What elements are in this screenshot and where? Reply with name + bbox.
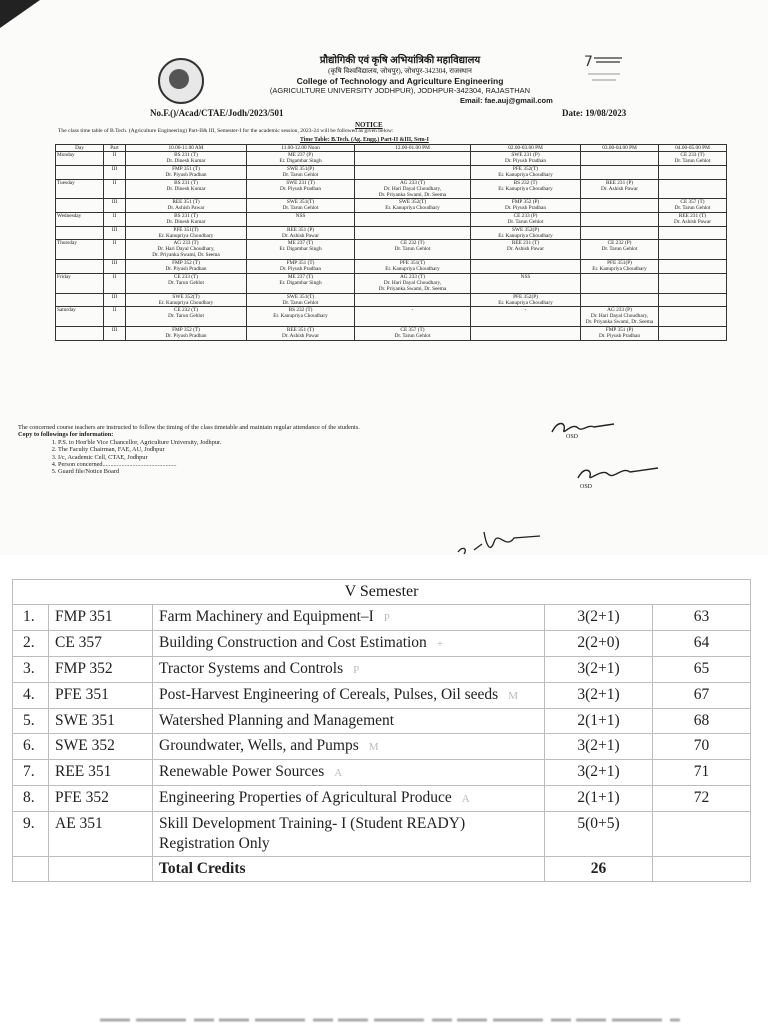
course-code-text: FMP 352: [55, 660, 113, 677]
timetable-row: [56, 273, 727, 293]
pencil-mark: P: [353, 664, 360, 676]
class-cell: REE 231 (T) Dr. Ashish Pawar: [471, 240, 581, 260]
course-number-text: 7.: [23, 763, 35, 780]
course-page: [653, 812, 751, 857]
course-row: [13, 683, 751, 709]
course-page-text: 68: [693, 712, 710, 729]
part-cell: II: [104, 240, 126, 260]
class-cell: CE 232 (T) Dr. Tarun Gehlot: [355, 240, 471, 260]
day-cell: Friday: [56, 273, 104, 293]
course-name: [153, 631, 545, 657]
course-code: [49, 812, 153, 857]
course-name: [153, 683, 545, 709]
course-name: [153, 709, 545, 734]
part-cell: II: [104, 179, 126, 199]
part-cell: III: [104, 166, 126, 179]
course-row: [13, 605, 751, 631]
class-cell: SWE 351(T) Dr. Tarun Gehlot: [247, 293, 355, 306]
course-credits-text: 3(2+1): [577, 660, 620, 677]
course-page-text: 65: [693, 660, 710, 677]
timetable-row: [56, 199, 727, 213]
course-row: [13, 657, 751, 683]
page-corner: [0, 0, 40, 28]
course-page: [653, 760, 751, 786]
course-credits-text: 3(2+1): [577, 686, 620, 703]
course-number: [13, 631, 49, 657]
course-page: [653, 709, 751, 734]
course-code-text: REE 351: [55, 763, 112, 780]
course-code-text: AE 351: [55, 815, 103, 832]
pencil-mark: M: [508, 690, 518, 702]
class-cell: [581, 213, 659, 226]
course-row: [13, 709, 751, 734]
course-number: [13, 657, 49, 683]
day-cell: [56, 166, 104, 179]
part-cell: II: [104, 152, 126, 166]
class-cell: PFE 352(P) Er. Kanupriya Choudhary: [471, 293, 581, 306]
course-name-text: Building Construction and Cost Estimation: [159, 634, 427, 651]
total-credits: 26: [545, 857, 653, 882]
part-cell: II: [104, 273, 126, 293]
class-cell: -: [471, 307, 581, 327]
course-name-text: Watershed Planning and Management: [159, 712, 395, 729]
day-cell: Saturday: [56, 307, 104, 327]
copy-list: [18, 439, 360, 476]
copy-list-item: 2. The Faculty Chairman, FAE, AU, Jodhpur: [58, 446, 360, 453]
class-cell: REE 351 (T) Dr. Ashish Pawar: [126, 199, 247, 213]
class-cell: SWE 231 (T) Dr. Piyush Pradhan: [247, 179, 355, 199]
day-cell: [56, 327, 104, 341]
class-cell: SWE 351(T) Dr. Tarun Gehlot: [247, 199, 355, 213]
class-cell: [581, 273, 659, 293]
hindi-subtitle: (कृषि विश्वविद्यालय, जोधपुर), जोधपुर-342304, राजस्थान: [328, 67, 472, 75]
timetable-row: [56, 152, 727, 166]
timetable-header-cell: 04.00-05.00 PM: [659, 145, 727, 152]
class-cell: REE 231 (T) Dr. Ashish Pawar: [659, 213, 727, 226]
course-number-text: 4.: [23, 686, 35, 703]
class-cell: [659, 240, 727, 260]
class-cell: SWE 352(T) Er. Kanupriya Choudhary: [126, 293, 247, 306]
class-cell: [581, 152, 659, 166]
class-cell: SWE 352(P) Er. Kanupriya Choudhary: [471, 226, 581, 239]
course-credits: [545, 760, 653, 786]
part-cell: III: [104, 293, 126, 306]
copy-to-heading: Copy to followings for information:: [18, 431, 114, 439]
university-line: (AGRICULTURE UNIVERSITY JODHPUR), JODHPUR-342304, RAJASTHAN: [269, 86, 531, 95]
course-code: [49, 683, 153, 709]
course-name-text: Renewable Power Sources: [159, 763, 325, 780]
class-cell: [581, 166, 659, 179]
pencil-mark: M: [368, 741, 379, 753]
part-cell: III: [104, 259, 126, 273]
class-cell: FMP 351 (P) Dr. Piyush Pradhan: [581, 327, 659, 341]
course-name: [153, 657, 545, 683]
class-cell: CE 233 (P) Dr. Tarun Gehlot: [471, 213, 581, 226]
total-row: [13, 857, 751, 882]
timetable-row: [56, 259, 727, 273]
class-cell: CE 232 (T) Dr. Tarun Gehlot: [126, 307, 247, 327]
class-cell: CE 232 (P) Dr. Tarun Gehlot: [581, 240, 659, 260]
class-cell: BS 231 (T) Dr. Dinesh Kumar: [126, 179, 247, 199]
class-cell: [659, 273, 727, 293]
day-cell: Thursday: [56, 240, 104, 260]
course-number-text: 9.: [23, 815, 35, 832]
class-cell: [659, 327, 727, 341]
timetable-header-cell: 02.00-03.00 PM: [471, 145, 581, 152]
class-cell: AG 233 (T) Dr. Hari Dayal Choudhary, Dr. Priyanka Swami, Dr. Seema: [355, 179, 471, 199]
course-name-text: Groundwater, Wells, and Pumps: [159, 737, 359, 754]
class-cell: [581, 199, 659, 213]
course-number: [13, 734, 49, 760]
class-cell: SWE 231 (P) Dr. Piyush Pradhan: [471, 152, 581, 166]
timetable-header-cell: 10.00-11.00 AM: [126, 145, 247, 152]
timetable-header-cell: 03.00-04.00 PM: [581, 145, 659, 152]
course-page: [653, 631, 751, 657]
class-cell: CE 233 (T) Dr. Tarun Gehlot: [659, 152, 727, 166]
cutoff-text-line: [100, 1012, 680, 1024]
class-cell: SWE 351(P) Dr. Tarun Gehlot: [247, 166, 355, 179]
class-cell: PFE 351(T) Er. Kanupriya Choudhary: [126, 226, 247, 239]
course-number-text: 5.: [23, 712, 35, 729]
class-cell: PFE 352(T) Er. Kanupriya Choudhary: [471, 166, 581, 179]
class-cell: [659, 166, 727, 179]
osd-label-1: OSD: [566, 434, 579, 440]
course-credits: [545, 683, 653, 709]
class-cell: [355, 293, 471, 306]
class-cell: REE 231 (P) Dr. Ashish Pawar: [581, 179, 659, 199]
course-code-text: SWE 352: [55, 737, 115, 754]
course-row: [13, 760, 751, 786]
course-number-text: 8.: [23, 789, 35, 806]
course-page: [653, 734, 751, 760]
class-cell: CE 233 (T) Dr. Tarun Gehlot: [126, 273, 247, 293]
signature-1: [548, 418, 618, 440]
class-cell: ME 237 (T) Er. Digambar Singh: [247, 273, 355, 293]
course-code: [49, 605, 153, 631]
timetable-row: [56, 179, 727, 199]
pencil-mark: A: [461, 793, 470, 805]
class-cell: REE 351 (P) Dr. Ashish Pawar: [247, 226, 355, 239]
course-page-text: 67: [693, 686, 710, 703]
class-cell: -: [355, 307, 471, 327]
course-number: [13, 683, 49, 709]
course-credits: [545, 812, 653, 857]
class-cell: [659, 293, 727, 306]
course-row: [13, 631, 751, 657]
course-code: [49, 657, 153, 683]
class-cell: CE 357 (T) Dr. Tarun Gehlot: [355, 327, 471, 341]
course-code: [49, 786, 153, 812]
day-cell: [56, 259, 104, 273]
course-credits: [545, 605, 653, 631]
class-cell: [659, 307, 727, 327]
timetable-header-cell: 12.00-01.00 PM: [355, 145, 471, 152]
part-cell: III: [104, 327, 126, 341]
timetable-header-cell: Part: [104, 145, 126, 152]
course-row: [13, 734, 751, 760]
university-logo: [158, 58, 204, 104]
course-credits: [545, 786, 653, 812]
part-cell: II: [104, 213, 126, 226]
class-cell: [355, 213, 471, 226]
class-cell: FMP 351 (T) Dr. Piyush Pradhan: [126, 166, 247, 179]
class-cell: ME 237 (T) Er. Digambar Singh: [247, 240, 355, 260]
azadi-ka-amrit-mahotsav-logo: [582, 52, 626, 86]
course-name: [153, 812, 545, 857]
course-code-text: SWE 351: [55, 712, 115, 729]
part-cell: II: [104, 307, 126, 327]
course-name-text: Engineering Properties of Agricultural Produce: [159, 789, 452, 806]
college-name: College of Technology and Agriculture Engineering: [296, 76, 504, 86]
semester-credits-table: [12, 579, 751, 882]
timetable-row: [56, 327, 727, 341]
day-cell: Tuesday: [56, 179, 104, 199]
course-page: [653, 657, 751, 683]
class-cell: [581, 226, 659, 239]
timetable: [55, 144, 727, 341]
class-cell: BS 231 (T) Dr. Dinesh Kumar: [126, 152, 247, 166]
class-cell: [471, 259, 581, 273]
class-cell: BS 232 (T) Er. Kanupriya Choudhary: [471, 179, 581, 199]
course-name-text: Post-Harvest Engineering of Cereals, Pulses, Oil seeds: [159, 686, 499, 703]
course-number-text: 6.: [23, 737, 35, 754]
part-cell: III: [104, 226, 126, 239]
course-name: [153, 786, 545, 812]
course-row: [13, 812, 751, 857]
class-cell: FMP 352 (T) Dr. Piyush Pradhan: [126, 259, 247, 273]
course-number: [13, 786, 49, 812]
day-cell: Wednesday: [56, 213, 104, 226]
course-credits-text: 2(1+1): [577, 712, 620, 729]
course-number: [13, 760, 49, 786]
course-code-text: CE 357: [55, 634, 102, 651]
email: Email: fae.auj@gmail.com: [460, 96, 553, 105]
course-page-text: 72: [693, 789, 710, 806]
timetable-row: [56, 307, 727, 327]
timetable-header-row: [56, 145, 727, 152]
day-cell: [56, 226, 104, 239]
course-row: [13, 786, 751, 812]
class-cell: [355, 152, 471, 166]
timetable-row: [56, 240, 727, 260]
course-page-text: 70: [693, 737, 710, 754]
timetable-row: [56, 166, 727, 179]
course-code: [49, 734, 153, 760]
course-name: [153, 605, 545, 631]
course-code: [49, 760, 153, 786]
copy-list-item: 3. I/c, Academic Cell, CTAE, Jodhpur: [58, 454, 360, 461]
class-cell: NSS: [471, 273, 581, 293]
course-page: [653, 683, 751, 709]
course-page: [653, 786, 751, 812]
course-credits: [545, 631, 653, 657]
instruction-text: The concerned course teachers are instructed to follow the timing of the class timetable and maintain regular attendance of the students.: [18, 424, 360, 431]
course-code: [49, 631, 153, 657]
day-cell: [56, 293, 104, 306]
semester-title: V Semester: [13, 580, 751, 605]
pencil-mark: +: [436, 638, 444, 650]
course-code: [49, 709, 153, 734]
class-cell: [581, 293, 659, 306]
course-number-text: 2.: [23, 634, 35, 651]
class-cell: [659, 259, 727, 273]
class-cell: BS 231 (T) Dr. Dinesh Kumar: [126, 213, 247, 226]
course-name: [153, 760, 545, 786]
course-number: [13, 605, 49, 631]
class-cell: NSS: [247, 213, 355, 226]
part-cell: III: [104, 199, 126, 213]
class-cell: REE 351 (T) Dr. Ashish Pawar: [247, 327, 355, 341]
course-code-text: FMP 351: [55, 608, 113, 625]
pencil-mark: A: [334, 767, 343, 779]
course-number-text: 3.: [23, 660, 35, 677]
course-credits-text: 3(2+1): [577, 737, 620, 754]
course-number: [13, 812, 49, 857]
course-page: [653, 605, 751, 631]
course-name-text: Skill Development Training- I (Student READY) Registration Only: [159, 815, 466, 852]
class-cell: FMP 351 (T) Dr. Piyush Pradhan: [247, 259, 355, 273]
notice-intro: The class time table of B.Tech. (Agriculture Engineering) Part-II& III, Semester-I for the academic session, 2023-24 will be followed as given below:: [58, 128, 394, 134]
hindi-title: प्रौद्योगिकी एवं कृषि अभियांत्रिकी महाविद्यालय: [319, 55, 481, 66]
class-cell: PFE 351(T) Er. Kanupriya Choudhary: [355, 259, 471, 273]
copy-list-item: 1. P.S. to Hon'ble Vice Chancellor, Agriculture University, Jodhpur.: [58, 439, 360, 446]
osd-label-2: OSD: [580, 484, 593, 490]
copy-list-item: 5. Guard file/Notice Board: [58, 468, 360, 475]
copy-list-item: 4. Person concerned...............................................: [58, 461, 360, 468]
class-cell: [355, 166, 471, 179]
timetable-row: [56, 213, 727, 226]
class-cell: FMP 352 (P) Dr. Piyush Pradhan: [471, 199, 581, 213]
course-page-text: 64: [693, 634, 710, 651]
course-name-text: Tractor Systems and Controls: [159, 660, 344, 677]
class-cell: AG 233 (T) Dr. Hari Dayal Choudhary, Dr. Priyanka Swami, Dr. Seema: [126, 240, 247, 260]
course-credits: [545, 709, 653, 734]
svg-text:7: 7: [584, 54, 593, 70]
class-cell: SWE 352(T) Er. Kanupriya Choudhary: [355, 199, 471, 213]
timetable-row: [56, 226, 727, 239]
course-credits-text: 3(2+1): [577, 763, 620, 780]
pencil-mark: P: [383, 612, 390, 624]
course-name-text: Farm Machinery and Equipment–I: [159, 608, 374, 625]
class-cell: [471, 327, 581, 341]
course-page-text: 63: [693, 608, 710, 625]
class-cell: [659, 226, 727, 239]
day-cell: [56, 199, 104, 213]
course-credits-text: 5(0+5): [577, 815, 620, 832]
reference-number: No.F.()/Acad/CTAE/Jodh/2023/501: [150, 108, 284, 118]
class-cell: ME 237 (P) Er. Digambar Singh: [247, 152, 355, 166]
course-credits: [545, 657, 653, 683]
college-header: [250, 56, 550, 96]
notice-date: Date: 19/08/2023: [562, 108, 627, 118]
course-name: [153, 734, 545, 760]
course-page-text: 71: [693, 763, 710, 780]
course-credits-text: 2(2+0): [577, 634, 620, 651]
course-credits-text: 3(2+1): [577, 608, 620, 625]
timetable-row: [56, 293, 727, 306]
course-code-text: PFE 352: [55, 789, 109, 806]
timetable-header-cell: Day: [56, 145, 104, 152]
course-credits: [545, 734, 653, 760]
course-number: [13, 709, 49, 734]
course-code-text: PFE 351: [55, 686, 109, 703]
class-cell: BS 232 (T) Er. Kanupriya Choudhary: [247, 307, 355, 327]
day-cell: Monday: [56, 152, 104, 166]
class-cell: CE 357 (T) Dr. Tarun Gehlot: [659, 199, 727, 213]
notice-footer: [18, 424, 360, 476]
class-cell: [355, 226, 471, 239]
notice-heading: NOTICE: [355, 121, 383, 129]
class-cell: AG 233 (P) Dr. Hari Dayal Choudhary, Dr. Priyanka Swami, Dr. Seema: [581, 307, 659, 327]
timetable-title: Time Table: B.Tech. (Ag. Engg.) Part-II &III, Sem-I: [300, 137, 429, 143]
total-label: Total Credits: [153, 857, 545, 882]
course-number-text: 1.: [23, 608, 35, 625]
class-cell: [659, 179, 727, 199]
course-credits-text: 2(1+1): [577, 789, 620, 806]
class-cell: AG 233 (T) Dr. Hari Dayal Choudhary, Dr. Priyanka Swami, Dr. Seema: [355, 273, 471, 293]
class-cell: FMP 352 (T) Dr. Piyush Pradhan: [126, 327, 247, 341]
timetable-header-cell: 11.00-12.00 Noon: [247, 145, 355, 152]
class-cell: PFE 351(P) Er. Kanupriya Choudhary: [581, 259, 659, 273]
